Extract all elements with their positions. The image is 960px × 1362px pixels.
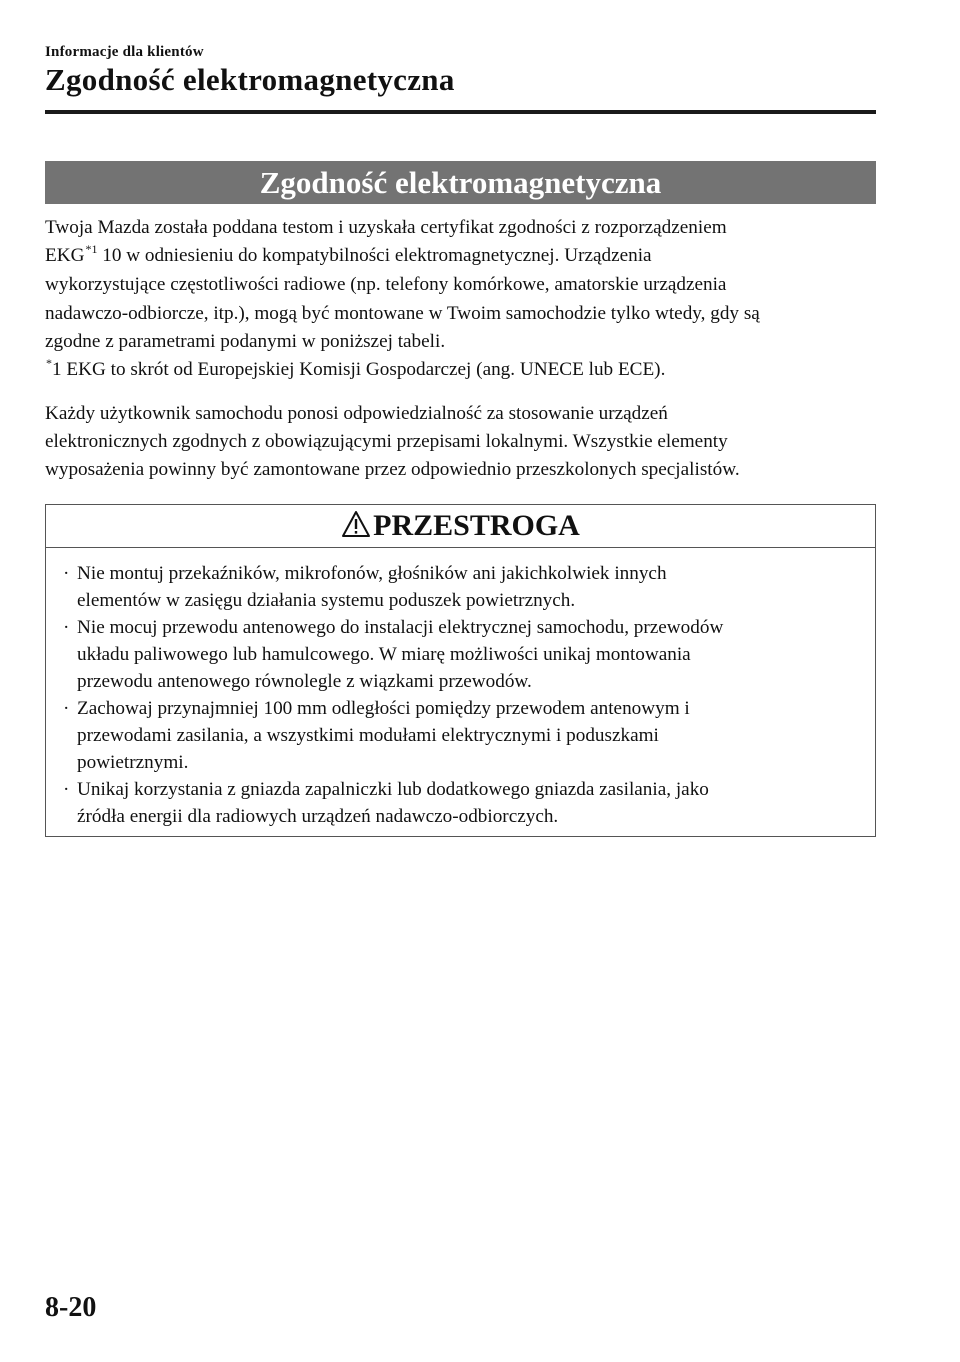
- caution-item-line: Zachowaj przynajmniej 100 mm odległości pomiędzy przewodem antenowym i: [77, 698, 690, 719]
- footnote-reference: *1: [85, 242, 98, 257]
- caution-item-line: Nie montuj przekaźników, mikrofonów, głośników ani jakichkolwiek innych: [77, 563, 667, 584]
- caution-item: [46, 614, 875, 695]
- bullet-icon: ·: [63, 617, 70, 638]
- caution-item-line: powietrznymi.: [77, 752, 189, 773]
- caution-item-line: przewodami zasilania, a wszystkimi modułami elektrycznymi i poduszkami: [77, 725, 659, 746]
- header-divider: [45, 110, 876, 114]
- footnote: [45, 356, 885, 385]
- section-banner: Zgodność elektromagnetyczna: [45, 161, 876, 204]
- caution-item-line: źródła energii dla radiowych urządzeń nadawczo-odbiorczych.: [77, 806, 559, 827]
- caution-item: [46, 560, 875, 614]
- warning-triangle-icon: [341, 508, 371, 550]
- intro-ekg: EKG: [45, 245, 85, 267]
- responsibility-line: wyposażenia powinny być zamontowane przez odpowiednio przeszkolonych specjalistów.: [45, 459, 740, 481]
- page-title: Zgodność elektromagnetyczna: [45, 62, 455, 97]
- caution-item: [46, 776, 875, 830]
- caution-item-line: Unikaj korzystania z gniazda zapalniczki lub dodatkowego gniazda zasilania, jako: [77, 779, 709, 800]
- bullet-icon: ·: [63, 698, 70, 719]
- intro-line: [45, 242, 885, 271]
- footnote-mark: *: [46, 356, 52, 371]
- intro-line: wykorzystujące częstotliwości radiowe (np. telefony komórkowe, amatorskie urządzenia: [45, 274, 727, 296]
- footnote-text: 1 EKG to skrót od Europejskiej Komisji Gospodarczej (ang. UNECE lub ECE).: [52, 359, 666, 381]
- intro-paragraph: [45, 214, 885, 385]
- responsibility-line: elektronicznych zgodnych z obowiązującymi przepisami lokalnymi. Wszystkie elementy: [45, 431, 728, 453]
- section-label: Informacje dla klientów: [45, 44, 204, 60]
- caution-item-line: Nie mocuj przewodu antenowego do instalacji elektrycznej samochodu, przewodów: [77, 617, 724, 638]
- caution-box: [45, 504, 876, 837]
- caution-title: PRZESTROGA: [373, 509, 580, 542]
- caution-item-line: układu paliwowego lub hamulcowego. W miarę możliwości unikaj montowania: [77, 644, 691, 665]
- caution-header: [46, 505, 875, 548]
- responsibility-line: Każdy użytkownik samochodu ponosi odpowiedzialność za stosowanie urządzeń: [45, 403, 668, 424]
- intro-line: zgodne z parametrami podanymi w poniższej tabeli.: [45, 330, 446, 352]
- caution-item-line: elementów w zasięgu działania systemu poduszek powietrznych.: [77, 590, 576, 611]
- bullet-icon: ·: [63, 779, 70, 800]
- intro-line-rest: 10 w odniesieniu do kompatybilności elektromagnetycznej. Urządzenia: [97, 245, 652, 267]
- intro-line: Twoja Mazda została poddana testom i uzyskała certyfikat zgodności z rozporządzeniem: [45, 217, 727, 238]
- bullet-icon: ·: [63, 563, 70, 584]
- responsibility-paragraph: [45, 400, 885, 485]
- caution-item: [46, 695, 875, 776]
- page-number: 8-20: [45, 1292, 97, 1323]
- caution-list: [46, 548, 875, 830]
- intro-line: nadawczo-odbiorcze, itp.), mogą być montowane w Twoim samochodzie tylko wtedy, gdy są: [45, 302, 760, 324]
- caution-item-line: przewodu antenowego równolegle z wiązkami przewodów.: [77, 671, 532, 692]
